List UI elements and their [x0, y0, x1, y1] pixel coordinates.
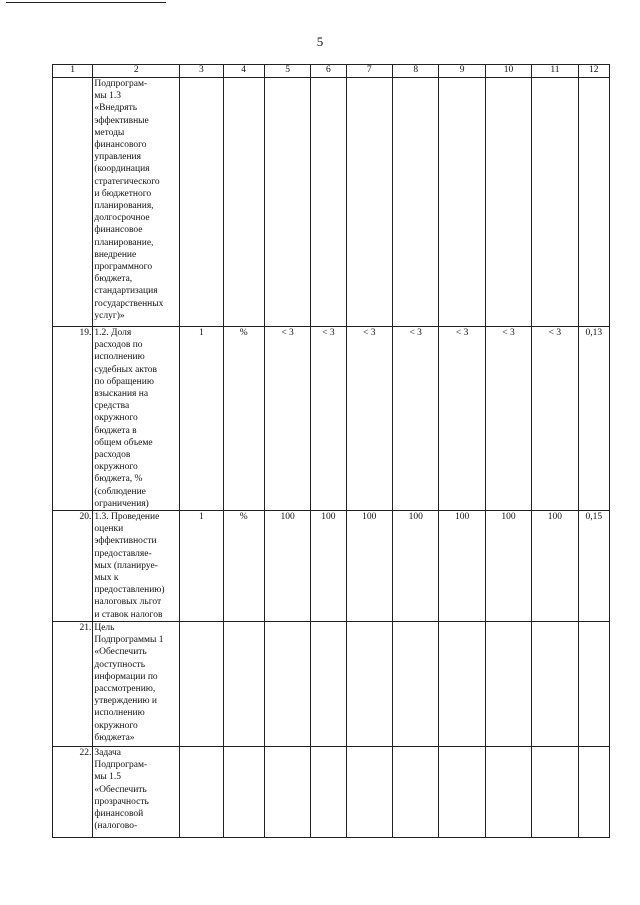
table-cell — [264, 78, 310, 327]
header-cell: 9 — [439, 65, 485, 78]
row-number: 22. — [53, 747, 93, 838]
table-cell: 100 — [532, 511, 578, 622]
table-cell: % — [223, 327, 264, 511]
table-cell — [392, 622, 438, 747]
header-cell: 5 — [264, 65, 310, 78]
table-cell — [532, 747, 578, 838]
table-cell — [180, 78, 223, 327]
header-cell: 6 — [311, 65, 346, 78]
row-number: 19. — [53, 327, 93, 511]
table-cell — [439, 78, 485, 327]
header-cell: 4 — [223, 65, 264, 78]
table-cell — [532, 78, 578, 327]
table-cell: < 3 — [392, 327, 438, 511]
table-cell: % — [223, 511, 264, 622]
table-cell: < 3 — [346, 327, 392, 511]
table-cell: < 3 — [485, 327, 531, 511]
row-description: Задача Подпрограм- мы 1.5 «Обеспечить прозрачность финансовой (налогово- — [93, 747, 180, 838]
row-number — [53, 78, 93, 327]
table-cell — [223, 747, 264, 838]
table-cell: 100 — [485, 511, 531, 622]
header-cell: 10 — [485, 65, 531, 78]
table-cell: 100 — [264, 511, 310, 622]
table-cell — [346, 622, 392, 747]
table-cell: 0,15 — [578, 511, 609, 622]
header-cell: 12 — [578, 65, 609, 78]
table-cell — [223, 78, 264, 327]
table-row — [53, 511, 610, 622]
row-number: 21. — [53, 622, 93, 747]
table-cell — [223, 622, 264, 747]
table-cell — [311, 78, 346, 327]
table-cell: 100 — [439, 511, 485, 622]
table-row — [53, 327, 610, 511]
page-number: 5 — [316, 34, 324, 49]
header-cell: 11 — [532, 65, 578, 78]
table-cell — [578, 622, 609, 747]
row-description: 1.2. Доля расходов по исполнению судебных актов по обращению взыскания на средства окружного бюджета в общем объеме расходов окружного бюджета, % (соблюдение ограничения) — [93, 327, 180, 511]
table-cell — [311, 622, 346, 747]
table-cell — [346, 747, 392, 838]
table-row — [53, 78, 610, 327]
header-cell: 8 — [392, 65, 438, 78]
table-cell — [392, 78, 438, 327]
table-cell — [264, 622, 310, 747]
table-cell — [439, 747, 485, 838]
table-cell: 1 — [180, 327, 223, 511]
table-row — [53, 622, 610, 747]
row-description: Цель Подпрограммы 1 «Обеспечить доступность информации по рассмотрению, утверждению и исполнению окружного бюджета» — [93, 622, 180, 747]
header-cell: 3 — [180, 65, 223, 78]
header-cell: 2 — [93, 65, 180, 78]
table-cell — [392, 747, 438, 838]
row-description: Подпрограм- мы 1.3 «Внедрять эффективные методы финансового управления (координация стратегического и бюджетного планирования, долгосрочное финансовое планирование, внедрение программного бюджета, стандартизация государственных услуг)» — [93, 78, 180, 327]
table-cell — [578, 747, 609, 838]
row-number: 20. — [53, 511, 93, 622]
table-cell: 100 — [392, 511, 438, 622]
top-rule — [6, 2, 166, 3]
table-cell — [180, 622, 223, 747]
header-row — [53, 65, 610, 78]
table-cell: 1 — [180, 511, 223, 622]
table-cell — [485, 747, 531, 838]
indicator-table — [52, 64, 610, 838]
table-cell: < 3 — [311, 327, 346, 511]
table-cell — [485, 78, 531, 327]
table-cell — [311, 747, 346, 838]
table-cell — [532, 622, 578, 747]
table-cell: < 3 — [532, 327, 578, 511]
table-cell: 0,13 — [578, 327, 609, 511]
table-cell — [485, 622, 531, 747]
table-cell — [346, 78, 392, 327]
table-cell: < 3 — [439, 327, 485, 511]
table-cell — [264, 747, 310, 838]
table-cell: < 3 — [264, 327, 310, 511]
header-cell: 1 — [53, 65, 93, 78]
table-cell: 100 — [346, 511, 392, 622]
table-cell — [180, 747, 223, 838]
table-cell — [578, 78, 609, 327]
row-description: 1.3. Проведение оценки эффективности предоставляе- мых (планируе- мых к предоставлению) налоговых льгот и ставок налогов — [93, 511, 180, 622]
header-cell: 7 — [346, 65, 392, 78]
table-cell: 100 — [311, 511, 346, 622]
table-row — [53, 747, 610, 838]
table-cell — [439, 622, 485, 747]
